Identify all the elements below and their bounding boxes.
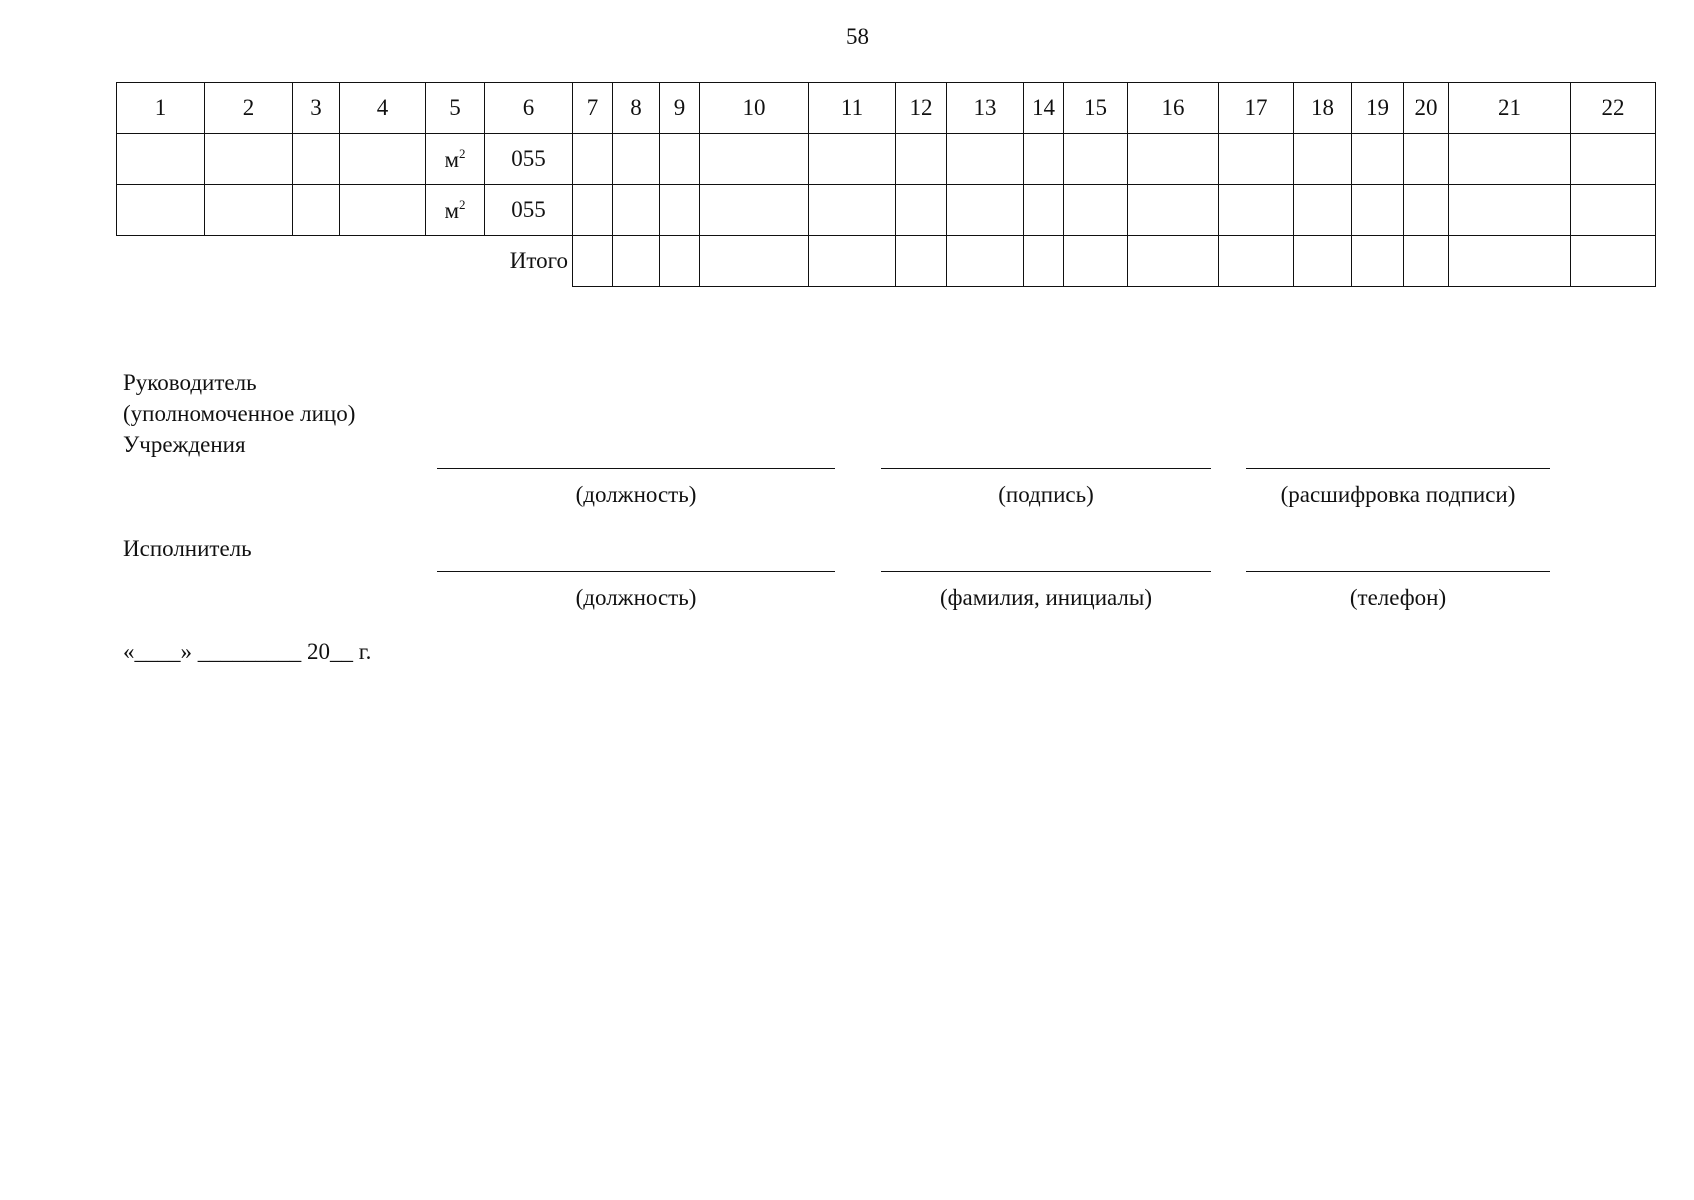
total-cell [896,236,947,287]
table-cell [613,185,660,236]
head-label-line: Учреждения [123,432,246,457]
table-cell [1571,185,1656,236]
table-cell [947,134,1024,185]
head-label-line: (уполномоченное лицо) [123,401,356,426]
blank-cell [293,236,340,287]
table-cell [340,185,426,236]
total-label: Итого [509,248,568,274]
column-header: 21 [1449,83,1571,134]
total-cell [1404,236,1449,287]
data-table [116,82,1656,287]
total-cell [1064,236,1128,287]
executor-name-caption: (фамилия, инициалы) [939,585,1153,610]
column-header: 15 [1064,83,1128,134]
unit-exponent: 2 [459,145,466,161]
executor-name-line [881,571,1211,572]
table-cell [340,134,426,185]
unit-label: м [444,146,460,172]
column-header: 2 [205,83,293,134]
table-cell [1128,185,1219,236]
unit-cell [426,134,485,185]
unit-cell [426,185,485,236]
total-cell [660,236,700,287]
table-cell [1449,134,1571,185]
total-cell [947,236,1024,287]
column-header: 19 [1352,83,1404,134]
column-header: 13 [947,83,1024,134]
table-cell [809,185,896,236]
table-cell [896,185,947,236]
column-header: 11 [809,83,896,134]
table-cell [700,134,809,185]
table-cell [573,134,613,185]
table-cell [1352,134,1404,185]
executor-position-caption: (должность) [575,585,697,610]
total-cell [613,236,660,287]
table-cell [1128,134,1219,185]
table-row [117,185,1656,236]
head-signature-line [881,468,1211,469]
table-row [117,134,1656,185]
total-cell [1449,236,1571,287]
table-cell [1404,134,1449,185]
column-header: 10 [700,83,809,134]
code-cell: 055 [485,185,573,236]
column-header: 3 [293,83,340,134]
table-cell [1219,185,1294,236]
column-header: 4 [340,83,426,134]
table-cell [205,134,293,185]
total-cell [1571,236,1656,287]
total-cell [1219,236,1294,287]
executor-position-line [437,571,835,572]
column-header: 17 [1219,83,1294,134]
table-cell [293,134,340,185]
total-row [117,236,1656,287]
table-cell [809,134,896,185]
column-header: 18 [1294,83,1352,134]
total-cell [1352,236,1404,287]
table-cell [1064,134,1128,185]
head-position-line [437,468,835,469]
head-signature-caption: (подпись) [998,482,1094,507]
table-cell [293,185,340,236]
column-header: 7 [573,83,613,134]
table-cell [1449,185,1571,236]
page-number: 58 [846,24,869,49]
table-cell [947,185,1024,236]
executor-label: Исполнитель [123,536,252,561]
blank-cell [426,236,485,287]
table-cell [117,134,205,185]
column-header: 5 [426,83,485,134]
table-cell [1219,134,1294,185]
column-header: 1 [117,83,205,134]
code-cell: 055 [485,134,573,185]
head-name-line [1246,468,1550,469]
table-cell [573,185,613,236]
date-line: «____» _________ 20__ г. [123,639,372,664]
table-cell [1294,185,1352,236]
table-cell [1571,134,1656,185]
unit-label: м [444,197,460,223]
blank-cell [117,236,205,287]
table-cell [205,185,293,236]
column-header: 12 [896,83,947,134]
column-header: 8 [613,83,660,134]
table-cell [660,134,700,185]
head-name-caption: (расшифровка подписи) [1280,482,1516,507]
column-header: 20 [1404,83,1449,134]
column-header: 22 [1571,83,1656,134]
unit-exponent: 2 [459,196,466,212]
executor-phone-line [1246,571,1550,572]
table-cell [700,185,809,236]
column-header: 9 [660,83,700,134]
column-header: 16 [1128,83,1219,134]
table-cell [613,134,660,185]
executor-phone-caption: (телефон) [1349,585,1447,610]
total-cell [809,236,896,287]
column-header: 6 [485,83,573,134]
total-cell [573,236,613,287]
table-cell [1352,185,1404,236]
table-cell [896,134,947,185]
total-cell [1128,236,1219,287]
table-cell [1024,134,1064,185]
table-cell [660,185,700,236]
column-header: 14 [1024,83,1064,134]
head-label [123,367,355,460]
blank-cell [340,236,426,287]
head-position-caption: (должность) [575,482,697,507]
header-row [117,83,1656,134]
head-label-line: Руководитель [123,370,257,395]
table-cell [117,185,205,236]
total-cell [1024,236,1064,287]
table-cell [1404,185,1449,236]
total-cell [1294,236,1352,287]
table-cell [1294,134,1352,185]
table-cell [1064,185,1128,236]
total-cell [700,236,809,287]
table-cell [1024,185,1064,236]
blank-cell [205,236,293,287]
